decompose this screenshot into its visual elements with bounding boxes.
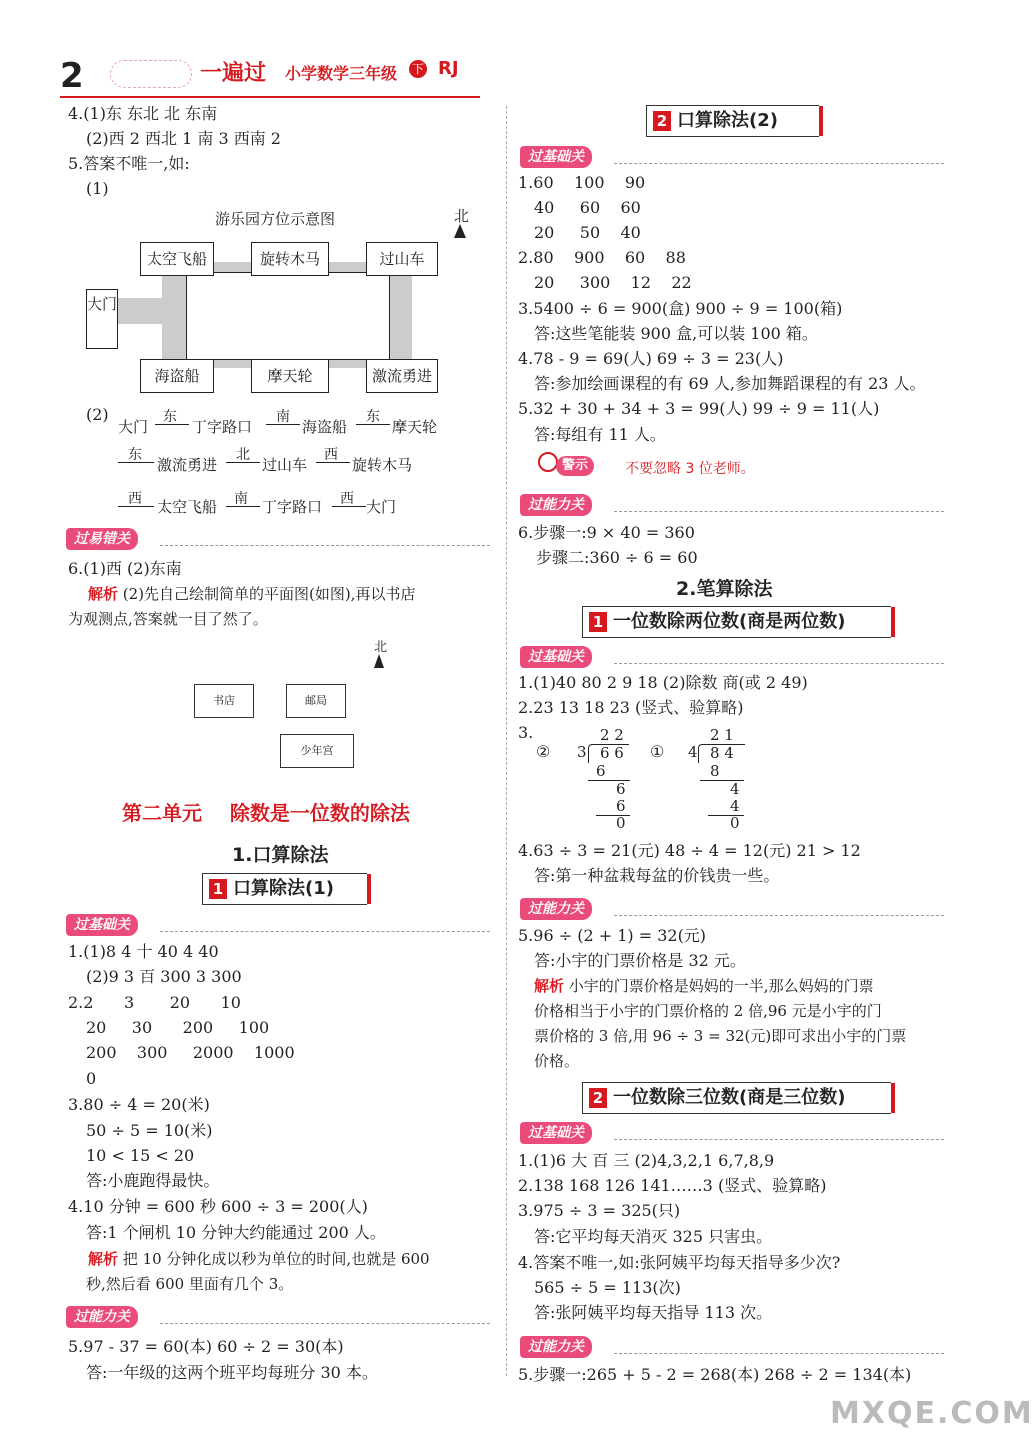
answer-t4-1: 4.答案不唯一,如:张阿姨平均每天指导多少次? (518, 1253, 841, 1272)
tag-nengli: 过能力关 (66, 1306, 138, 1328)
section-title: 一位数除两位数(商是两位数) (613, 611, 846, 632)
route-direction: 东 (163, 409, 177, 425)
answer-l4-2: 答:1 个闸机 10 分钟大约能通过 200 人。 (86, 1223, 386, 1242)
answer-s4-2: 答:第一种盆栽每盆的价钱贵一些。 (534, 866, 780, 885)
page-number: 2 (60, 56, 84, 96)
answer-l5-1: 5.97 - 37 = 60(本) 60 ÷ 2 = 30(本) (68, 1337, 344, 1356)
route-direction: 南 (276, 409, 290, 425)
tag-nengli: 过能力关 (520, 1336, 592, 1358)
answer-s3: 3. (518, 723, 534, 742)
answer-t2: 2.138 168 126 141……3 (竖式、验算略) (518, 1176, 827, 1195)
answer-t1: 1.(1)6 大 百 三 (2)4,3,2,1 6,7,8,9 (518, 1151, 775, 1170)
route-arrow-icon (316, 462, 350, 463)
unit-title: 第二单元 除数是一位数的除法 (122, 801, 410, 825)
route-arrow-icon (226, 462, 260, 463)
section-header-2 (646, 105, 819, 137)
answer-s5-1: 5.96 ÷ (2 + 1) = 32(元) (518, 926, 707, 945)
analysis-6-cont: 为观测点,答案就一目了然了。 (68, 610, 268, 628)
analysis-text: 小宇的门票价格是妈妈的一半,那么妈妈的门票 (568, 977, 874, 995)
division-remainder: 0 (616, 814, 626, 832)
answer-l2-3: 200 300 2000 1000 (86, 1043, 295, 1062)
route-arrow-icon (356, 424, 390, 425)
section-bar (819, 106, 823, 136)
section-bar (367, 874, 371, 904)
answer-r2-2: 20 300 12 22 (534, 273, 692, 292)
analysis-l4 (88, 1248, 430, 1270)
section-number: 2 (589, 1088, 607, 1108)
route-arrow-icon (332, 506, 366, 507)
answer-r3-1: 3.5400 ÷ 6 = 900(盒) 900 ÷ 9 = 100(箱) (518, 299, 843, 318)
tag-rule (614, 663, 944, 664)
magnifier-icon (538, 452, 558, 472)
answer-t4-2: 565 ÷ 5 = 113(次) (534, 1278, 681, 1297)
header-rule (60, 96, 480, 98)
answer-4-2: (2)西 2 西北 1 南 3 西南 2 (86, 129, 281, 148)
division-divisor: 4 (688, 743, 698, 761)
answer-l3-1: 3.80 ÷ 4 = 20(米) (68, 1095, 210, 1114)
map-inner (186, 272, 390, 360)
route-direction: 东 (128, 447, 142, 463)
answer-t3-1: 3.975 ÷ 3 = 325(只) (518, 1201, 681, 1220)
analysis-s5-4: 价格。 (534, 1052, 580, 1070)
answer-l2-4: 0 (86, 1069, 97, 1088)
map-north-label: 北 (454, 207, 470, 225)
answer-5: 5.答案不唯一,如: (68, 154, 190, 173)
answer-t5-1: 5.步骤一:265 + 5 - 2 = 268(本) 268 ÷ 2 = 134(本) (518, 1365, 912, 1384)
answer-l1-2: (2)9 3 百 300 3 300 (86, 967, 242, 986)
answer-5-2: (2) (86, 405, 109, 424)
analysis-label: 解析 (88, 1250, 119, 1268)
route-node: 大门 (366, 498, 397, 516)
route-direction: 西 (340, 491, 354, 507)
header-logo: 一遍过 (200, 61, 267, 86)
route-node: 旋转木马 (352, 456, 413, 474)
analysis-label: 解析 (534, 977, 565, 995)
column-divider (506, 106, 507, 1376)
route-node: 丁字路口 (262, 498, 323, 516)
answer-r3-2: 答:这些笔能装 900 盒,可以装 100 箱。 (534, 324, 818, 343)
route-node: 过山车 (262, 456, 308, 474)
analysis-text: 把 10 分钟化成以秒为单位的时间,也就是 600 (122, 1250, 430, 1268)
north-arrow-icon (374, 654, 384, 668)
division-dividend: 8 4 (710, 744, 734, 762)
watermark: MXQE.COM (830, 1396, 1034, 1431)
division-dividend: 6 6 (600, 744, 624, 762)
section-header-3 (582, 606, 891, 638)
tag-jichu: 过基础关 (520, 146, 592, 168)
warning-badge: 警示 (556, 456, 594, 476)
answer-5-1: (1) (86, 179, 109, 198)
division-mark: ① (650, 742, 665, 761)
tag-yicuo: 过易错关 (66, 528, 138, 550)
tag-jichu: 过基础关 (520, 1122, 592, 1144)
answer-l3-4: 答:小鹿跑得最快。 (86, 1171, 220, 1190)
answer-l4-1: 4.10 分钟 = 600 秒 600 ÷ 3 = 200(人) (68, 1197, 368, 1216)
tag-rule (614, 1139, 944, 1140)
answer-s2: 2.23 13 18 23 (竖式、验算略) (518, 698, 744, 717)
map-rafting: 激流勇进 (366, 359, 438, 393)
answer-t4-3: 答:张阿姨平均每天指导 113 次。 (534, 1303, 773, 1322)
analysis-6 (88, 583, 416, 605)
division-step: 4 (730, 780, 740, 798)
tag-rule (614, 915, 944, 916)
route-arrow-icon (118, 462, 154, 463)
tag-rule (160, 931, 490, 932)
small-map-north: 北 (374, 640, 388, 655)
answer-r1-1: 1.60 100 90 (518, 173, 646, 192)
route-node: 激流勇进 (157, 456, 218, 474)
division-mark: ② (536, 742, 551, 761)
map-pirate-ship: 海盗船 (140, 359, 214, 393)
answer-l2-1: 2.2 3 20 10 (68, 993, 241, 1012)
division-step: 6 (616, 780, 626, 798)
grade-badge: 下 (409, 60, 427, 78)
answer-s1: 1.(1)40 80 2 9 18 (2)除数 商(或 2 49) (518, 673, 808, 692)
analysis-label: 解析 (88, 585, 119, 603)
north-arrow-icon (454, 224, 466, 238)
division-quotient: 2 1 (710, 726, 734, 744)
section-title: 一位数除三位数(商是三位数) (613, 1087, 846, 1108)
answer-6: 6.(1)西 (2)东南 (68, 559, 182, 578)
division-remainder: 0 (730, 814, 740, 832)
edition-label: RJ (438, 58, 459, 79)
answer-l5-2: 答:一年级的这两个班平均每班分 30 本。 (86, 1363, 378, 1382)
analysis-s5 (534, 975, 874, 997)
route-node: 太空飞船 (157, 498, 218, 516)
answer-s4-1: 4.63 ÷ 3 = 21(元) 48 ÷ 4 = 12(元) 21 > 12 (518, 841, 861, 860)
tag-nengli: 过能力关 (520, 898, 592, 920)
small-map-youth: 少年宫 (280, 734, 354, 768)
answer-r1-3: 20 50 40 (534, 223, 641, 242)
section-bar (891, 1083, 895, 1113)
route-arrow-icon (155, 424, 189, 425)
map-space-ship: 太空飞船 (140, 242, 214, 276)
answer-r5-2: 答:每组有 11 人。 (534, 425, 666, 444)
section-title: 口算除法(1) (233, 878, 334, 899)
answer-l3-2: 50 ÷ 5 = 10(米) (86, 1121, 213, 1140)
answer-r5-1: 5.32 + 30 + 34 + 3 = 99(人) 99 ÷ 9 = 11(人) (518, 399, 880, 418)
division-step: 6 (596, 762, 606, 780)
answer-r1-2: 40 60 60 (534, 198, 641, 217)
small-map-post: 邮局 (286, 684, 346, 718)
section-number: 2 (653, 111, 671, 131)
subtitle-1: 1.口算除法 (232, 844, 329, 866)
route-direction: 西 (324, 447, 338, 463)
small-map-bookstore: 书店 (194, 684, 254, 718)
division-quotient: 2 2 (600, 726, 624, 744)
map-ferris-wheel: 摩天轮 (251, 359, 329, 393)
section-number: 1 (589, 612, 607, 632)
analysis-text: (2)先自己绘制简单的平面图(如图),再以书店 (122, 585, 416, 603)
section-header-1 (202, 873, 367, 905)
map-gate: 大门 (86, 289, 118, 349)
answer-l2-2: 20 30 200 100 (86, 1018, 270, 1037)
answer-4-1: 4.(1)东 东北 北 东南 (68, 104, 218, 123)
division-step: 6 (616, 797, 626, 815)
header-title: 小学数学三年级 (285, 64, 398, 83)
answer-r4-2: 答:参加绘画课程的有 69 人,参加舞蹈课程的有 23 人。 (534, 374, 926, 393)
section-bar (891, 607, 895, 637)
division-divisor: 3 (577, 743, 587, 761)
division-step: 4 (730, 797, 740, 815)
section-number: 1 (209, 879, 227, 899)
route-arrow-icon (118, 506, 154, 507)
analysis-s5-3: 票价格的 3 倍,用 96 ÷ 3 = 32(元)即可求出小宇的门票 (534, 1027, 907, 1045)
analysis-l4-cont: 秒,然后看 600 里面有几个 3。 (86, 1275, 294, 1293)
route-node: 大门 (118, 418, 149, 436)
route-direction: 西 (128, 491, 142, 507)
tag-rule (160, 1323, 490, 1324)
section-title: 口算除法(2) (677, 110, 778, 131)
tag-nengli: 过能力关 (520, 494, 592, 516)
subtitle-2: 2.笔算除法 (676, 578, 773, 600)
division-step: 8 (710, 762, 720, 780)
answer-r2-1: 2.80 900 60 88 (518, 248, 686, 267)
route-direction: 东 (366, 409, 380, 425)
route-node: 丁字路口 (192, 418, 253, 436)
warning-text: 不要忽略 3 位老师。 (625, 461, 755, 477)
route-node: 海盗船 (302, 418, 348, 436)
answer-l3-3: 10 < 15 < 20 (86, 1146, 195, 1165)
map-carousel: 旋转木马 (251, 242, 329, 276)
tag-rule (160, 545, 490, 546)
answer-r6-1: 6.步骤一:9 × 40 = 360 (518, 523, 695, 542)
analysis-s5-2: 价格相当于小宇的门票价格的 2 倍,96 元是小宇的门 (534, 1002, 882, 1020)
route-direction: 南 (234, 491, 248, 507)
tag-jichu: 过基础关 (66, 914, 138, 936)
header-decoration (110, 60, 192, 88)
section-header-4 (582, 1082, 891, 1114)
answer-l1-1: 1.(1)8 4 十 40 4 40 (68, 942, 219, 961)
map-roller-coaster: 过山车 (366, 242, 438, 276)
tag-rule (614, 163, 944, 164)
route-arrow-icon (266, 424, 300, 425)
answer-r6-2: 步骤二:360 ÷ 6 = 60 (536, 548, 698, 567)
answer-r4-1: 4.78 - 9 = 69(人) 69 ÷ 3 = 23(人) (518, 349, 784, 368)
answer-t3-2: 答:它平均每天消灭 325 只害虫。 (534, 1227, 773, 1246)
map-title: 游乐园方位示意图 (215, 210, 336, 228)
tag-rule (614, 511, 944, 512)
route-node: 摩天轮 (392, 418, 438, 436)
answer-s5-2: 答:小宇的门票价格是 32 元。 (534, 951, 746, 970)
map-gate-path (116, 298, 164, 324)
route-arrow-icon (226, 506, 260, 507)
route-direction: 北 (236, 447, 250, 463)
tag-rule (614, 1353, 944, 1354)
tag-jichu: 过基础关 (520, 646, 592, 668)
